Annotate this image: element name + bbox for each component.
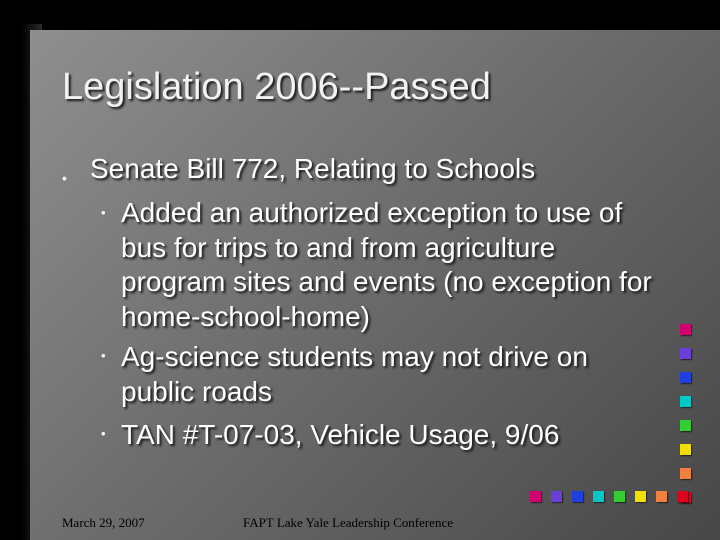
decor-square <box>551 491 562 502</box>
decor-square <box>530 491 541 502</box>
decor-square <box>680 468 691 479</box>
sub-bullet-ag-science: Ag-science students may not drive on public roads <box>121 341 588 407</box>
decor-square <box>680 444 691 455</box>
decor-square <box>656 491 667 502</box>
sub-bullet-marker: • <box>101 426 106 441</box>
decor-square <box>680 348 691 359</box>
decor-square <box>677 491 688 502</box>
decor-square <box>680 372 691 383</box>
decor-square <box>614 491 625 502</box>
decor-square <box>680 396 691 407</box>
slide-title: Legislation 2006--Passed <box>62 66 491 108</box>
decor-square <box>680 420 691 431</box>
bullet-senate-bill: Senate Bill 772, Relating to Schools <box>90 153 536 184</box>
decor-square <box>593 491 604 502</box>
decor-square <box>635 491 646 502</box>
sub-bullet-marker: • <box>101 205 106 220</box>
bullet-marker: • <box>62 170 67 186</box>
footer-date: March 29, 2007 <box>62 515 145 530</box>
sub-bullet-marker: • <box>101 348 106 363</box>
decor-square <box>680 324 691 335</box>
footer-event: FAPT Lake Yale Leadership Conference <box>243 515 453 530</box>
sub-bullet-tan: TAN #T-07-03, Vehicle Usage, 9/06 <box>121 419 560 450</box>
sub-bullet-exception: Added an authorized exception to use of bus for trips to and from agriculture program sites and events (no exception for home-school-home) <box>121 197 652 332</box>
decor-square <box>572 491 583 502</box>
